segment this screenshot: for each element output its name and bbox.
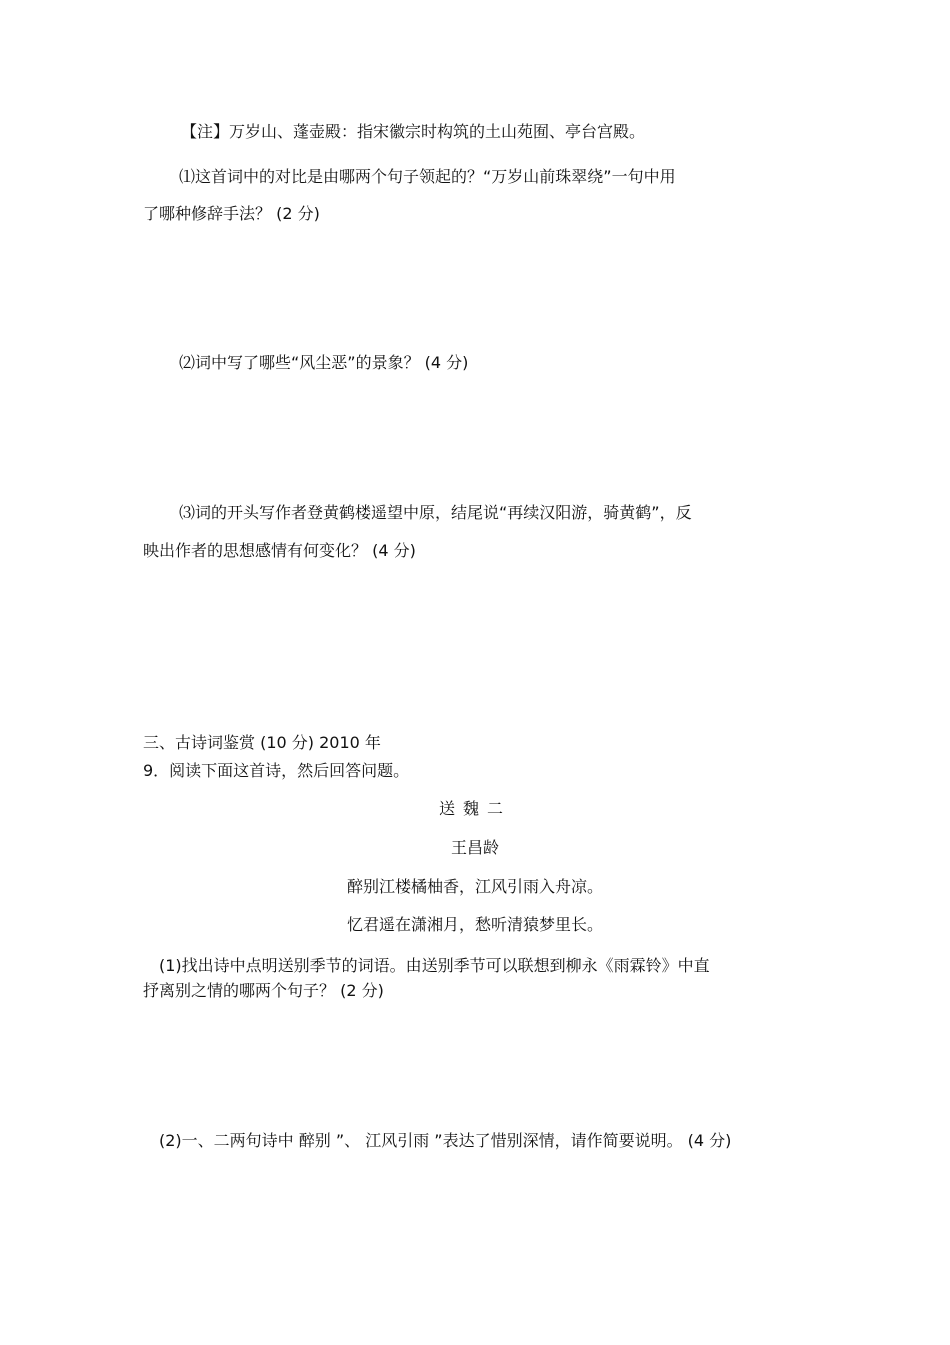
question-1-line-2: 了哪种修辞手法？ (2 分) — [143, 204, 320, 223]
poem-line-1: 醉别江楼橘柚香，江风引雨入舟凉。 — [346, 877, 603, 896]
poem-note: 【注】万岁山、蓬壶殿：指宋徽宗时构筑的土山苑囿、亭台宫殿。 — [181, 122, 646, 141]
poem-question-1-line-1: (1)找出诗中点明送别季节的词语。由送别季节可以联想到柳永《雨霖铃》中直 — [159, 956, 710, 975]
question-1-line-1: ⑴这首词中的对比是由哪两个句子领起的？“万岁山前珠翠绕”一句中用 — [179, 167, 676, 186]
poem-author: 王昌龄 — [450, 838, 499, 857]
section-heading: 三、古诗词鉴赏 (10 分) 2010 年 — [143, 733, 381, 752]
question-3-line-2: 映出作者的思想感情有何变化？ (4 分) — [143, 541, 416, 560]
poem-question-1-line-2: 抒离别之情的哪两个句子？ (2 分) — [143, 981, 384, 1000]
poem-title: 送魏二 — [438, 799, 511, 818]
question-2: ⑵词中写了哪些“风尘恶”的景象？ (4 分) — [179, 353, 469, 372]
poem-line-2: 忆君遥在潇湘月，愁听清猿梦里长。 — [346, 915, 603, 934]
question-3-line-1: ⑶词的开头写作者登黄鹤楼遥望中原，结尾说“再续汉阳游，骑黄鹤”，反 — [179, 503, 692, 522]
poem-question-2: (2)一、二两句诗中 醉别 ”、 江风引雨 ”表达了惜别深情，请作简要说明。 (4 分) — [159, 1131, 732, 1150]
reading-instruction: 9．阅读下面这首诗，然后回答问题。 — [143, 761, 410, 780]
